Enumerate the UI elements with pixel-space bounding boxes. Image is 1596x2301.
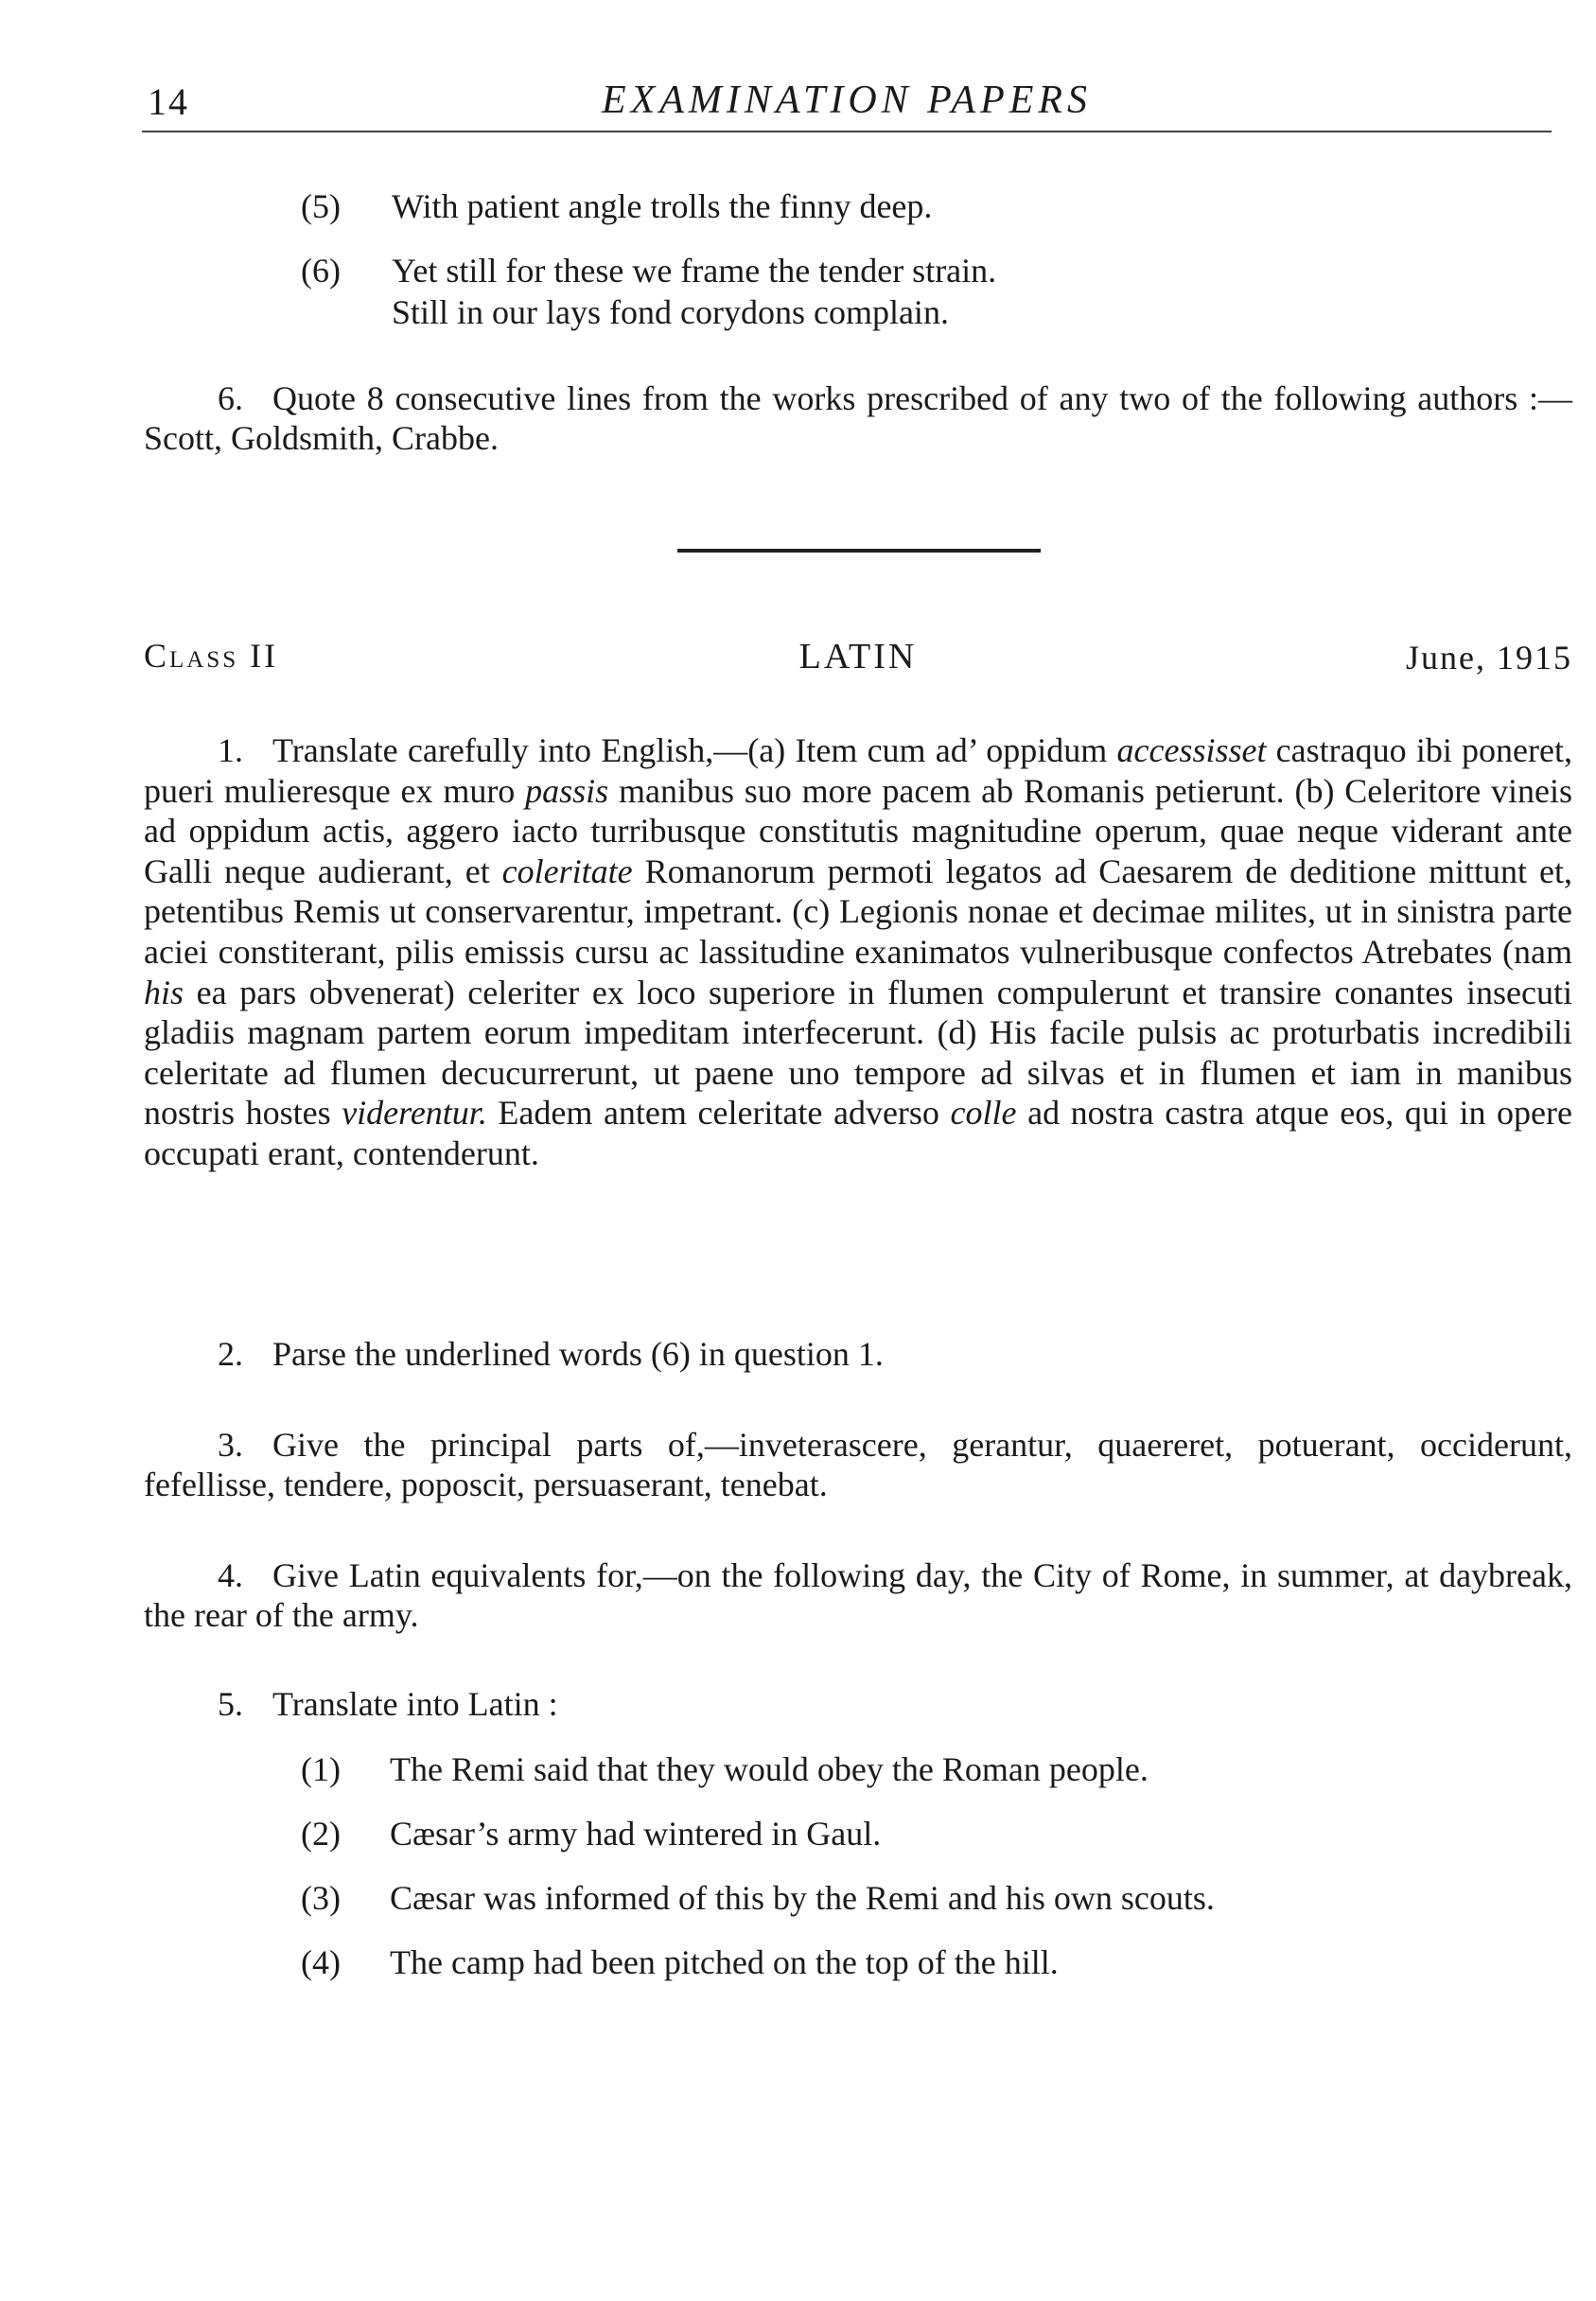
item-text: Cæsar was informed of this by the Remi and his own scouts. (390, 1879, 1215, 1917)
question-number: 6. (218, 379, 243, 417)
item-text: Still in our lays fond corydons complain. (392, 293, 949, 331)
item-number: (6) (301, 252, 341, 290)
question-text: castraquo ibi poneret, pueri mulieresque ex muro (144, 731, 1572, 810)
item-number: (1) (301, 1750, 341, 1788)
question-text: Give the principal parts of,—inveterascere, gerantur, quaereret, potuerant, occiderunt, fefellisse, tendere, poposcit, persuaserant, tenebat. (144, 1426, 1572, 1504)
section-header (144, 636, 1572, 683)
marked-word: his (144, 973, 184, 1011)
question-3 (144, 1425, 1572, 1505)
item-number: (4) (301, 1943, 341, 1981)
question-text: Translate into Latin : (272, 1685, 558, 1723)
question-text: Quote 8 consecutive lines from the works prescribed of any two of the following authors :—Scott, Goldsmith, Crabbe. (144, 379, 1572, 458)
question-number: 5. (218, 1685, 243, 1723)
marked-word: accessisset (1116, 731, 1267, 769)
marked-word: colle (950, 1094, 1017, 1133)
question-text: ad nostra castra atque eos, qui in opere occupati erant, contenderunt. (144, 1094, 1572, 1172)
exam-date: June, 1915 (1406, 639, 1572, 676)
item-text: With patient angle trolls the finny deep. (392, 187, 933, 225)
class-number: II (250, 637, 279, 675)
question-1 (144, 730, 1572, 1174)
item-number: (3) (301, 1879, 341, 1917)
question-text: Parse the underlined words (6) in question 1. (272, 1335, 884, 1373)
question-4 (144, 1555, 1572, 1636)
question-5 (144, 1684, 1572, 1724)
question-text: Romanorum permoti legatos ad Caesarem de deditione mittunt et, petentibus Remis ut conservarentur, impetrant. (c) Legionis nonae et decimae milites, ut in sinistra parte aciei constiterant, pilis emissis cursu ac lassitudine exanimatos vulneribusque confectos Atrebates (nam (144, 852, 1572, 971)
question-text: Translate carefully into English,—(a) Item cum ad’ oppidum (272, 731, 1117, 769)
item-text: The camp had been pitched on the top of the hill. (390, 1943, 1059, 1981)
running-title: EXAMINATION PAPERS (601, 79, 1093, 122)
question-text: manibus suo more pacem ab Romanis petierunt. (b) Celeritore vineis ad oppidum actis, aggero iacto turribusque constitutis magnitudine operum, quae neque viderant ante Galli neque audierant, et (144, 771, 1572, 890)
item-text: The Remi said that they would obey the Roman people. (390, 1750, 1149, 1788)
marked-word: viderentur. (342, 1094, 487, 1133)
question-text: Eadem antem celeritate adverso (486, 1094, 951, 1133)
question-text: ea pars obvenerat) celeriter ex loco superiore in flumen compulerunt et transire conantes insecuti gladiis magnam partem eorum impeditam interfecerunt. (d) His facile pulsis ac proturbatis incredibili celeritate ad flumen decucurrerunt, ut paene uno tempore ad silvas et in flumen et iam in manibus nostris hostes (144, 973, 1572, 1133)
section-divider (677, 549, 1041, 553)
question-number: 4. (218, 1556, 243, 1594)
question-number: 1. (218, 731, 243, 769)
question-text: Give Latin equivalents for,—on the following day, the City of Rome, in summer, at daybreak, the rear of the army. (144, 1556, 1572, 1635)
item-text: Cæsar’s army had wintered in Gaul. (390, 1815, 882, 1853)
item-text: Yet still for these we frame the tender strain. (392, 252, 997, 290)
question-2 (144, 1334, 1572, 1374)
subject-title: LATIN (798, 637, 918, 676)
item-number: (2) (301, 1815, 341, 1853)
running-head (142, 74, 1552, 132)
marked-word: coleritate (501, 852, 633, 890)
question-6 (144, 378, 1572, 459)
question-number: 2. (218, 1335, 243, 1373)
class-word: Class (144, 637, 239, 675)
marked-word: passis (525, 771, 609, 810)
page-number: 14 (148, 80, 189, 123)
item-number: (5) (301, 187, 341, 225)
question-number: 3. (218, 1426, 243, 1464)
